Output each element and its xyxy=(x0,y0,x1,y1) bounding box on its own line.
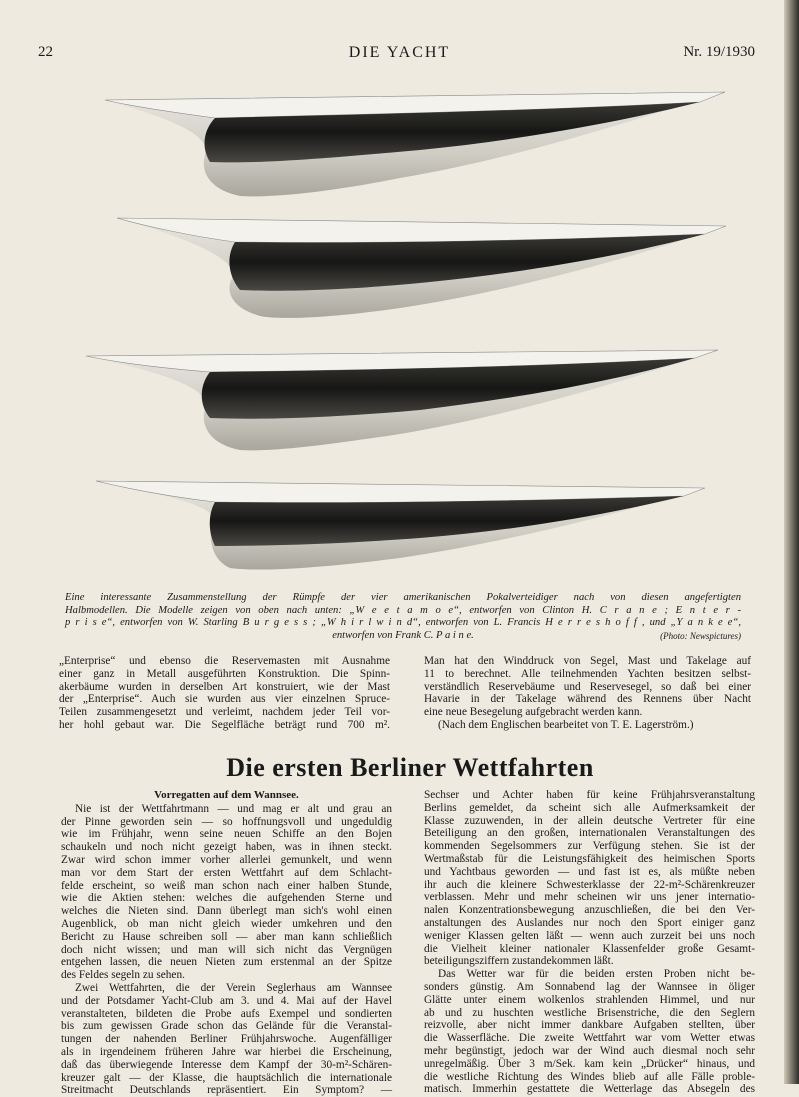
text-line: sonders günstig. Am Sonnabend lag der Wannsee in öliger xyxy=(424,980,755,993)
text-line: Havarie in der Takelage während des Rennens über Nacht xyxy=(424,693,751,706)
text-line: Das Wetter war für die beiden ersten Proben nicht be- xyxy=(438,968,755,981)
text-line: anstaltungen des Auslandes nur noch den Sport einiger ganz xyxy=(424,916,755,929)
text-line: Glätte unter einem wolkenlos strahlenden Himmel, und nur xyxy=(424,993,755,1006)
text-line: Beteiligung an den großen, internationalen Veranstaltungen des xyxy=(424,827,755,840)
text-line: kreuzer galt — der Klasse, die hauptsächlich die internationale xyxy=(61,1071,392,1084)
text-line: 11 to berechnet. Alle teilnehmenden Yachten besitzen selbst- xyxy=(424,667,751,680)
paragraph-2 xyxy=(61,982,392,1097)
page-number: 22 xyxy=(38,44,53,60)
magazine-title: DIE YACHT xyxy=(348,44,451,61)
text-line: verblassen. Mehr und mehr scheinen wir uns jener internatio- xyxy=(424,891,755,904)
text-line: tungen der nahenden Berliner Frühjahrswoche. Augenfälliger xyxy=(61,1033,392,1046)
text-line: Streitmacht Deutschlands repräsentiert. Ein Symptom? — xyxy=(61,1084,392,1097)
text-line: weniger Klassen gelten läßt — wenn auch zurzeit bei uns noch xyxy=(424,929,755,942)
caption-line-last xyxy=(65,630,741,643)
article-subheading: Vorregatten auf dem Wannsee. xyxy=(154,789,299,801)
text-line: verständlich Reservebäume und Reservesegel, so daß bei einer xyxy=(424,680,751,693)
text-line: Zwar wird schon immer vorher allerlei gemunkelt, und wenn xyxy=(61,853,392,866)
text-line: die Wasserfläche. Die zweite Wettfahrt war vom Wetter etwas xyxy=(424,1032,755,1045)
text-line: eine neue Besegelung aufgebracht werden kann. xyxy=(424,706,643,719)
text-line: und Yachtbaus geworden — und fast ist es, als müßte neben xyxy=(424,865,755,878)
text-line: welches die Nieten sind. Dann überlegt man sich's wohl einen xyxy=(61,905,392,918)
text-line: und der Potsdamer Yacht-Club am 3. und 4. Mai auf der Havel xyxy=(61,994,392,1007)
text-line: Zwei Wettfahrten, die der Verein Seglerhaus am Wannsee xyxy=(75,981,392,994)
text-line: Nie ist der Wettfahrtmann — und mag er alt und grau an xyxy=(75,802,392,815)
hull-model-yankee xyxy=(96,481,705,570)
article-left-column xyxy=(61,789,392,1097)
text-line: Wertmaßstab für die Leistungsfähigkeit des heimischen Sports xyxy=(424,852,755,865)
text-line: der „Enterprise“. Auch sie wurden aus vier einzelnen Spruce- xyxy=(59,693,390,706)
hull-model-enterprise xyxy=(117,218,726,318)
text-line: der Pinne geworden sein — so hoffnungsvoll und ungeduldig xyxy=(61,815,392,828)
text-line: bis zum gewissen Grade schon das Gelände für die Veranstal- xyxy=(61,1020,392,1033)
paragraph-3 xyxy=(424,789,755,968)
text-line: her hohl gebaut war. Die Segelfläche beträgt rund 700 m². xyxy=(59,718,390,731)
caption-line: p r i s e“, entworfen von W. Starling B u r g e s s ; „W h i r l w i n d“, entworfen von L. Francis H e r r e s h o f f , und „Y a n k e e“, xyxy=(65,617,741,628)
text-line: kommenden Segelsommers zur Verfügung stehen. Sie ist der xyxy=(424,840,755,853)
text-line: entgehen lassen, die neuen Nieten zum erstenmal an der Spitze xyxy=(61,956,392,969)
text-line: Man hat den Winddruck von Segel, Mast und Takelage auf xyxy=(424,655,751,667)
text-line: wie die Aktien stehen: welches die aufgehenden Sterne und xyxy=(61,892,392,905)
text-line: ab und zu huschten westliche Brisenstriche, die den Seglern xyxy=(424,1006,755,1019)
text-line: mehr begünstigt, jedoch war der Wind auch diesmal noch sehr xyxy=(424,1044,755,1057)
text-line: Bericht zu Hause schreiben soll — aber man kann schließlich xyxy=(61,930,392,943)
intro-left-column xyxy=(59,655,390,732)
text-line: doch nicht wissen; und man will sich nicht das Vergnügen xyxy=(61,943,392,956)
caption-line: entworfen von Frank C. P a i n e. xyxy=(332,629,474,641)
text-line: einer ganz in Metall ausgeführten Konstruktion. Die Spinn- xyxy=(59,667,390,680)
book-spine-shadow xyxy=(784,0,799,1084)
paragraph-1 xyxy=(61,803,392,982)
text-line: akerbäume wurden in derselben Art konstruiert, wie der Mast xyxy=(59,680,390,693)
text-line: Sechser und Achter haben für keine Frühjahrsveranstaltung xyxy=(424,789,755,801)
caption-line: Eine interessante Zusammenstellung der Rümpfe der vier amerikanischen Pokalverteidiger nach von diesen angefertigten xyxy=(65,592,741,603)
text-line: schaukeln und noch nicht gezeigt haben, was in ihnen steckt. xyxy=(61,841,392,854)
text-line: beteiligungsziffern zustandekommen läßt. xyxy=(424,955,614,968)
article-right-column xyxy=(424,789,755,1096)
figure-caption xyxy=(65,592,741,642)
text-line: Klasse zuzuwenden, in der allein deutsche Vertreter für eine xyxy=(424,814,755,827)
text-line: felde erscheint, so weiß man schon nach einer halben Stunde, xyxy=(61,879,392,892)
text-line: wie im Frühjahr, wenn seine neuen Schiffe an den Bojen xyxy=(61,828,392,841)
text-line: als in irgendeinem früheren Jahre war hierbei die Erscheinung, xyxy=(61,1045,392,1058)
text-line: veranstalteten, bildeten die Probe aufs Exempel und sondierten xyxy=(61,1007,392,1020)
issue-number: Nr. 19/1930 xyxy=(683,44,755,60)
hull-model-weetamoe xyxy=(105,92,725,196)
text-line: die Vielheit kleiner nationaler Klassenfelder große Gesamt- xyxy=(424,942,755,955)
text-line: matisch. Immerhin gestattete die Wetterlage das Absegeln des xyxy=(424,1083,755,1096)
text-line: Teilen zusammengesetzt und verleimt, nachdem jeder Teil vor- xyxy=(59,706,390,719)
caption-line: Halbmodellen. Die Modelle zeigen von oben nach unten: „W e e t a m o e“, entworfen von Clinton H. C r a n e ; E n t e r - xyxy=(65,604,741,616)
text-line: ihr auch die kleinere Schwesterklasse der 22-m²-Schärenkreuzer xyxy=(424,878,755,891)
intro-right-column xyxy=(424,655,751,732)
attribution-line: (Nach dem Englischen bearbeitet von T. E. Lagerström.) xyxy=(438,718,694,731)
hull-model-whirlwind xyxy=(86,350,718,450)
text-line: die westliche Richtung des Windes blieb auf alle Fälle proble- xyxy=(424,1070,755,1083)
text-line: daß das überwiegende Interesse dem Kampf der 30-m²-Schären- xyxy=(61,1058,392,1071)
article-title: Die ersten Berliner Wettfahrten xyxy=(226,753,594,782)
text-line: unregelmäßig. Über 3 m/Sek. kam kein „Drücker“ hinaus, und xyxy=(424,1057,755,1070)
photo-credit: (Photo: Newspictures) xyxy=(660,630,741,641)
text-line: nalen Konzentrationsbewegung anzuschließen, die bei den Ver- xyxy=(424,904,755,917)
text-line: Augenblick, ob man nicht gleich wieder umkehren und den xyxy=(61,917,392,930)
text-line: „Enterprise“ und ebenso die Reservemasten mit Ausnahme xyxy=(59,655,390,667)
paragraph-4 xyxy=(424,968,755,1096)
text-line: Berlins gemeldet, da scheint sich alle Aufmerksamkeit der xyxy=(424,801,755,814)
text-line: reizvolle, aber nicht immer dankbare Aufgaben stellten, über xyxy=(424,1019,755,1032)
text-line: des Feldes segeln zu sehen. xyxy=(61,969,185,982)
text-line: man vor dem Start der ersten Wettfahrt auf dem Schlacht- xyxy=(61,866,392,879)
